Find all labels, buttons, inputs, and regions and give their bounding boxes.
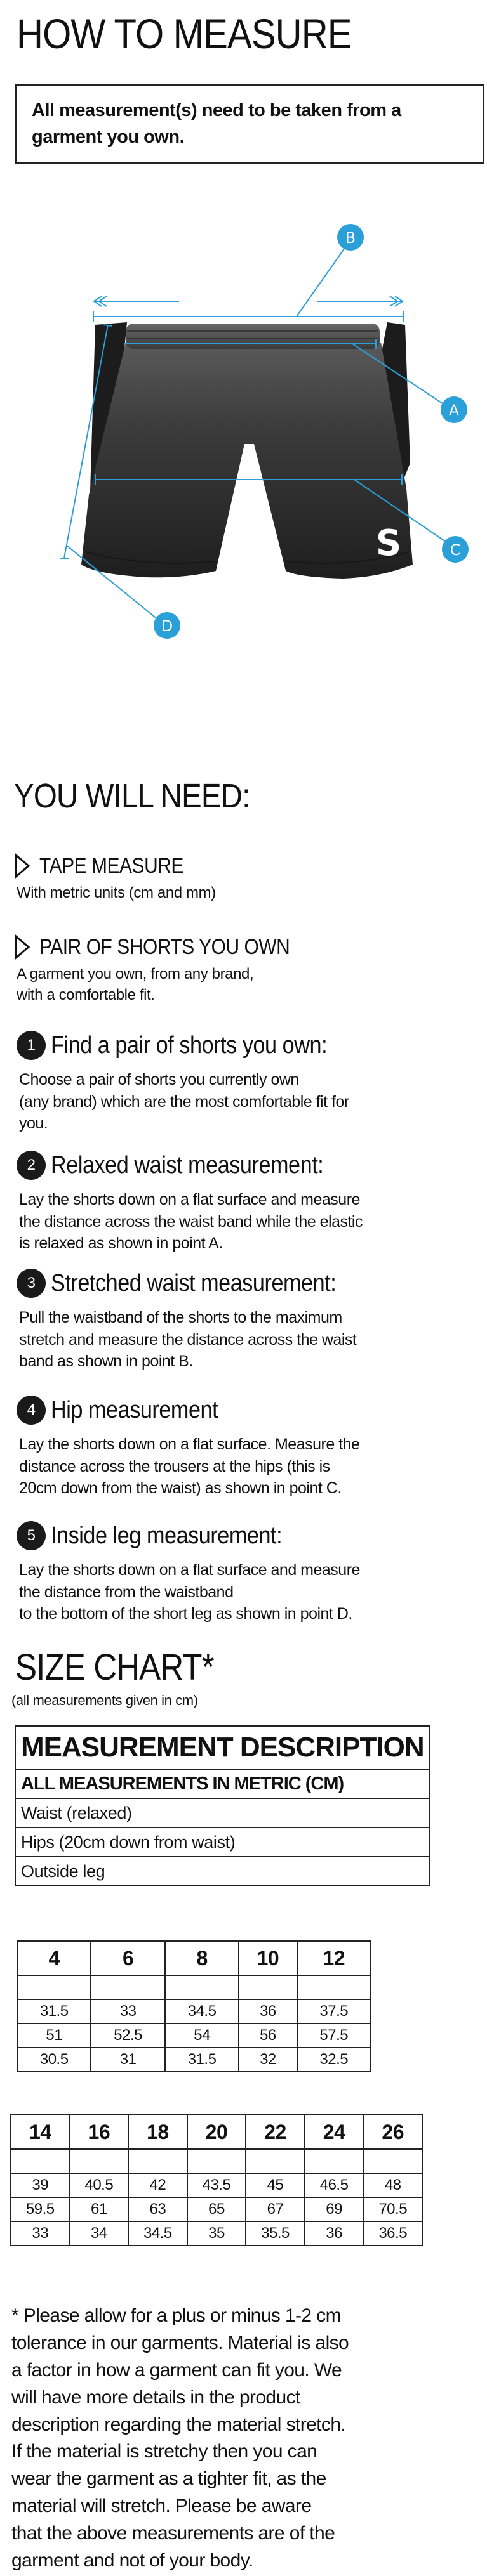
step-3 xyxy=(17,1269,461,1373)
step-number-icon: 3 xyxy=(17,1269,46,1298)
step-1 xyxy=(17,1031,461,1135)
shorts-body xyxy=(81,343,413,579)
size-table-4-12 xyxy=(17,1940,371,2072)
step-5 xyxy=(17,1521,461,1625)
row-label-waist: Waist (relaxed) xyxy=(15,1798,430,1827)
size-header: 24 xyxy=(305,2115,364,2149)
waistband xyxy=(126,324,380,349)
size-header: 12 xyxy=(297,1941,371,1975)
size-chart-subheading: (all measurements given in cm) xyxy=(11,1692,198,1708)
step-title: Inside leg measurement: xyxy=(51,1522,283,1549)
step-number-icon: 4 xyxy=(17,1396,46,1425)
svg-text:B: B xyxy=(345,229,356,247)
step-desc: Lay the shorts down on a flat surface and measure the distance across the waist band while the elastic is relaxed as shown in point A. xyxy=(19,1191,363,1252)
size-header: 16 xyxy=(70,2115,129,2149)
size-chart-heading: SIZE CHART* xyxy=(15,1647,214,1688)
table-row xyxy=(15,1769,430,1798)
table-row: 31.5 33 34.5 36 37.5 xyxy=(17,1999,371,2024)
svg-text:C: C xyxy=(450,541,461,559)
step-title: Relaxed waist measurement: xyxy=(51,1152,324,1179)
shorts-measurement-diagram xyxy=(0,190,487,666)
tolerance-footnote: * Please allow for a plus or minus 1-2 cm tolerance in our garments. Material is also a factor in how a garment can fit you. We will have more details in the product description regarding the material stretch. If the material is stretchy then you can wear the garment as a tighter fit, as the material will stretch. Please be aware that the above measurements are of the garment and not of your body. xyxy=(11,2305,349,2572)
badge-c-icon xyxy=(442,536,469,563)
table-row xyxy=(15,1726,430,1769)
row-label-outside-leg: Outside leg xyxy=(15,1857,430,1886)
table-row xyxy=(11,2149,422,2173)
notice-box xyxy=(15,84,484,164)
step-desc: Pull the waistband of the shorts to the maximum stretch and measure the distance across the waist band as shown in point B. xyxy=(19,1309,357,1370)
size-table-14-26 xyxy=(10,2114,423,2246)
step-desc: Choose a pair of shorts you currently own (any brand) which are the most comfortable fit for you. xyxy=(19,1071,349,1132)
size-header: 14 xyxy=(11,2115,70,2149)
table-row xyxy=(15,1798,430,1827)
step-desc: Lay the shorts down on a flat surface. Measure the distance across the trousers at the hips (this is 20cm down from the waist) as shown in point C. xyxy=(19,1435,360,1497)
table-subheader: ALL MEASUREMENTS IN METRIC (CM) xyxy=(15,1769,430,1798)
table-row xyxy=(15,1827,430,1857)
size-header: 26 xyxy=(363,2115,422,2149)
table-row: 39 40.5 42 43.5 45 46.5 48 xyxy=(11,2173,422,2197)
size-header: 8 xyxy=(165,1941,239,1975)
step-2 xyxy=(17,1151,461,1255)
table-row: 59.5 61 63 65 67 69 70.5 xyxy=(11,2197,422,2221)
brand-logo-icon: S xyxy=(375,523,402,564)
step-number-icon: 2 xyxy=(17,1151,46,1180)
size-header: 22 xyxy=(246,2115,305,2149)
table-row: 30.5 31 31.5 32 32.5 xyxy=(17,2048,371,2072)
row-label-hips: Hips (20cm down from waist) xyxy=(15,1827,430,1857)
need-item-tape-measure xyxy=(14,853,216,903)
step-title: Stretched waist measurement: xyxy=(51,1270,337,1297)
table-row: 33 34 34.5 35 35.5 36 36.5 xyxy=(11,2221,422,2246)
step-4 xyxy=(17,1396,461,1500)
badge-a-icon xyxy=(441,396,467,423)
step-number-icon: 1 xyxy=(17,1031,46,1060)
page-title: HOW TO MEASURE xyxy=(17,10,352,57)
need-item-shorts xyxy=(14,934,324,1005)
step-number-icon: 5 xyxy=(17,1521,46,1550)
table-row xyxy=(17,1975,371,1999)
table-row xyxy=(17,1941,371,1975)
table-row xyxy=(11,2115,422,2149)
need-item-desc: A garment you own, from any brand, with a comfortable fit. xyxy=(17,965,254,1004)
size-header: 18 xyxy=(128,2115,187,2149)
size-header: 4 xyxy=(17,1941,91,1975)
triangle-bullet-icon xyxy=(14,853,30,879)
size-header: 6 xyxy=(91,1941,164,1975)
step-title: Hip measurement xyxy=(51,1397,218,1423)
notice-text: All measurement(s) need to be taken from a garment you own. xyxy=(32,100,401,148)
svg-text:A: A xyxy=(448,402,460,419)
table-row xyxy=(15,1857,430,1886)
need-item-title: TAPE MEASURE xyxy=(39,854,183,878)
table-header: MEASUREMENT DESCRIPTION xyxy=(15,1726,430,1769)
step-title: Find a pair of shorts you own: xyxy=(51,1032,328,1059)
shorts-illustration xyxy=(0,190,487,666)
need-item-title: PAIR OF SHORTS YOU OWN xyxy=(39,935,290,959)
you-will-need-heading: YOU WILL NEED: xyxy=(14,777,250,815)
table-row: 51 52.5 54 56 57.5 xyxy=(17,2024,371,2048)
size-header: 20 xyxy=(187,2115,246,2149)
measurement-description-table xyxy=(15,1725,430,1886)
triangle-bullet-icon xyxy=(14,934,30,960)
badge-b-icon xyxy=(337,224,364,251)
svg-text:D: D xyxy=(161,617,173,635)
step-desc: Lay the shorts down on a flat surface and measure the distance from the waistband to the bottom of the short leg as shown in point D. xyxy=(19,1561,360,1623)
badge-d-icon xyxy=(154,612,180,639)
need-item-desc: With metric units (cm and mm) xyxy=(17,884,216,901)
size-header: 10 xyxy=(239,1941,297,1975)
